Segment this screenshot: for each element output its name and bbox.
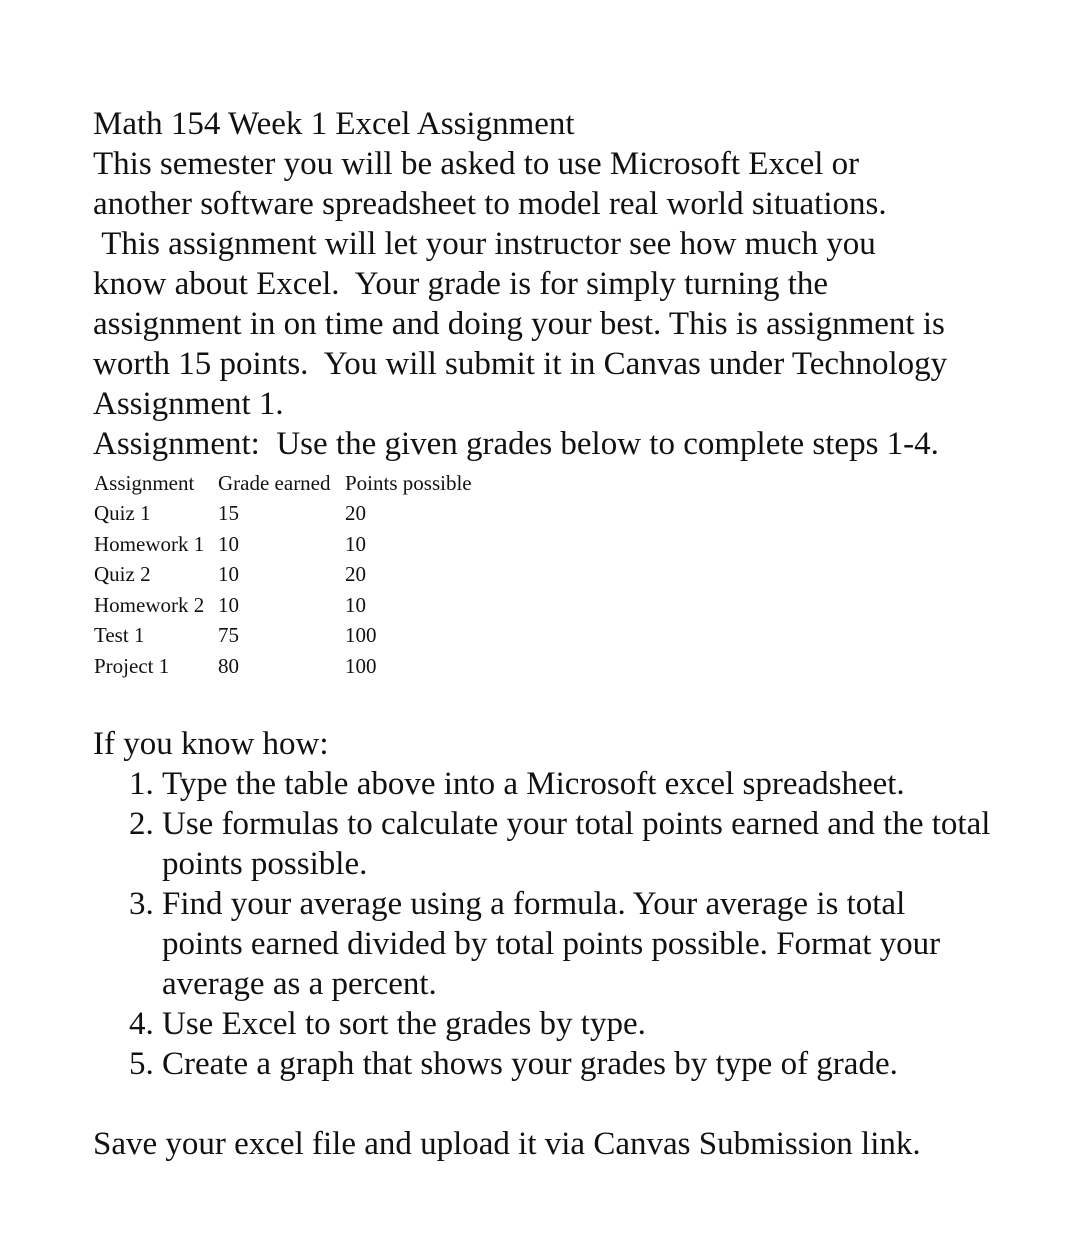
table-cell-points: 20 xyxy=(345,562,366,587)
assignment-instructions: Assignment: Use the given grades below to complete steps 1-4. xyxy=(93,426,939,462)
table-cell-points: 20 xyxy=(345,501,366,526)
table-cell-assignment: Quiz 1 xyxy=(94,501,151,526)
intro-line-5: assignment in on time and doing your best. This is assignment is xyxy=(93,306,945,342)
table-row xyxy=(94,529,495,560)
table-cell-points: 10 xyxy=(345,592,366,617)
step-item: 3. Find your average using a formula. Your average is total points earned divided by total points possible. Format your average as a percent. xyxy=(162,884,993,1004)
column-header: Assignment xyxy=(94,470,195,495)
spacer xyxy=(93,682,993,724)
table-row xyxy=(94,590,495,621)
intro-line-3: This assignment will let your instructor see how much you xyxy=(93,226,876,262)
closing-instructions: Save your excel file and upload it via Canvas Submission link. xyxy=(93,1125,921,1162)
table-cell-grade: 75 xyxy=(218,623,239,648)
table-row xyxy=(94,499,495,530)
document-page xyxy=(93,104,993,1164)
table-cell-grade: 10 xyxy=(218,592,239,617)
table-header-row xyxy=(94,468,495,499)
intro-line-6: worth 15 points. You will submit it in Canvas under Technology xyxy=(93,346,948,382)
spacer xyxy=(93,1084,993,1124)
table-cell-points: 10 xyxy=(345,531,366,556)
intro-line-7: Assignment 1. xyxy=(93,386,284,422)
table-cell-points: 100 xyxy=(345,653,377,678)
table-cell-assignment: Project 1 xyxy=(94,653,170,678)
table-cell-grade: 10 xyxy=(218,562,239,587)
table-cell-assignment: Homework 1 xyxy=(94,531,205,556)
step-item: 5. Create a graph that shows your grades by type of grade. xyxy=(162,1044,993,1084)
step-item: 4. Use Excel to sort the grades by type. xyxy=(162,1004,993,1044)
column-header: Grade earned xyxy=(218,470,331,495)
table-cell-grade: 15 xyxy=(218,501,239,526)
table-cell-assignment: Homework 2 xyxy=(94,592,205,617)
table-cell-grade: 80 xyxy=(218,653,239,678)
table-cell-grade: 10 xyxy=(218,531,239,556)
steps-intro: If you know how: xyxy=(93,725,329,762)
table-row xyxy=(94,651,495,682)
steps-list xyxy=(93,764,993,1084)
document-title: Math 154 Week 1 Excel Assignment xyxy=(93,106,575,142)
table-cell-points: 100 xyxy=(345,623,377,648)
intro-line-1: This semester you will be asked to use Microsoft Excel or xyxy=(93,146,860,182)
table-row xyxy=(94,560,495,591)
column-header: Points possible xyxy=(345,470,472,495)
intro-line-4: know about Excel. Your grade is for simply turning the xyxy=(93,266,829,302)
step-item: 1. Type the table above into a Microsoft excel spreadsheet. xyxy=(162,764,993,804)
table-row xyxy=(94,621,495,652)
grades-table xyxy=(94,468,495,682)
intro-line-2: another software spreadsheet to model real world situations. xyxy=(93,186,887,222)
table-cell-assignment: Quiz 2 xyxy=(94,562,151,587)
table-cell-assignment: Test 1 xyxy=(94,623,145,648)
step-item: 2. Use formulas to calculate your total points earned and the total points possible. xyxy=(162,804,993,884)
